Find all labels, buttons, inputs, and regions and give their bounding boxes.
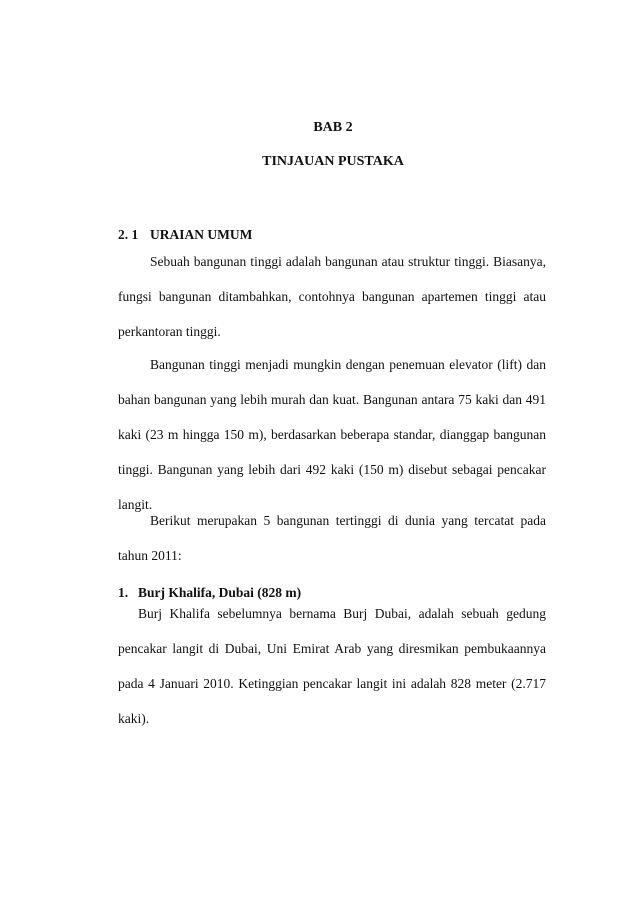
section-heading xyxy=(118,227,252,243)
paragraph: Bangunan tinggi menjadi mungkin dengan penemuan elevator (lift) dan bahan bangunan yang lebih murah dan kuat. Bangunan antara 75 kaki dan 491 kaki (23 m hingga 150 m), berdasarkan beberapa standar, dianggap bangunan tinggi. Bangunan yang lebih dari 492 kaki (150 m) disebut sebagai pencakar langit. xyxy=(118,357,546,512)
paragraph: Berikut merupakan 5 bangunan tertinggi di dunia yang tercatat pada tahun 2011: xyxy=(118,513,546,563)
section-number: 2. 1 xyxy=(118,227,139,242)
list-item-body: Burj Khalifa sebelumnya bernama Burj Dubai, adalah sebuah gedung pencakar langit di Dubai, Uni Emirat Arab yang diresmikan pembukaannya pada 4 Januari 2010. Ketinggian pencakar langit ini adalah 828 meter (2.717 kaki). xyxy=(118,606,546,726)
list-item-title: Burj Khalifa, Dubai (828 m) xyxy=(138,585,302,600)
chapter-title: TINJAUAN PUSTAKA xyxy=(262,154,404,169)
section-title: URAIAN UMUM xyxy=(150,227,253,242)
chapter-number: BAB 2 xyxy=(313,120,353,135)
paragraph: Sebuah bangunan tinggi adalah bangunan atau struktur tinggi. Biasanya, fungsi bangunan ditambahkan, contohnya bangunan apartemen tinggi atau perkantoran tinggi. xyxy=(118,254,546,339)
list-item-number: 1. xyxy=(118,585,129,600)
